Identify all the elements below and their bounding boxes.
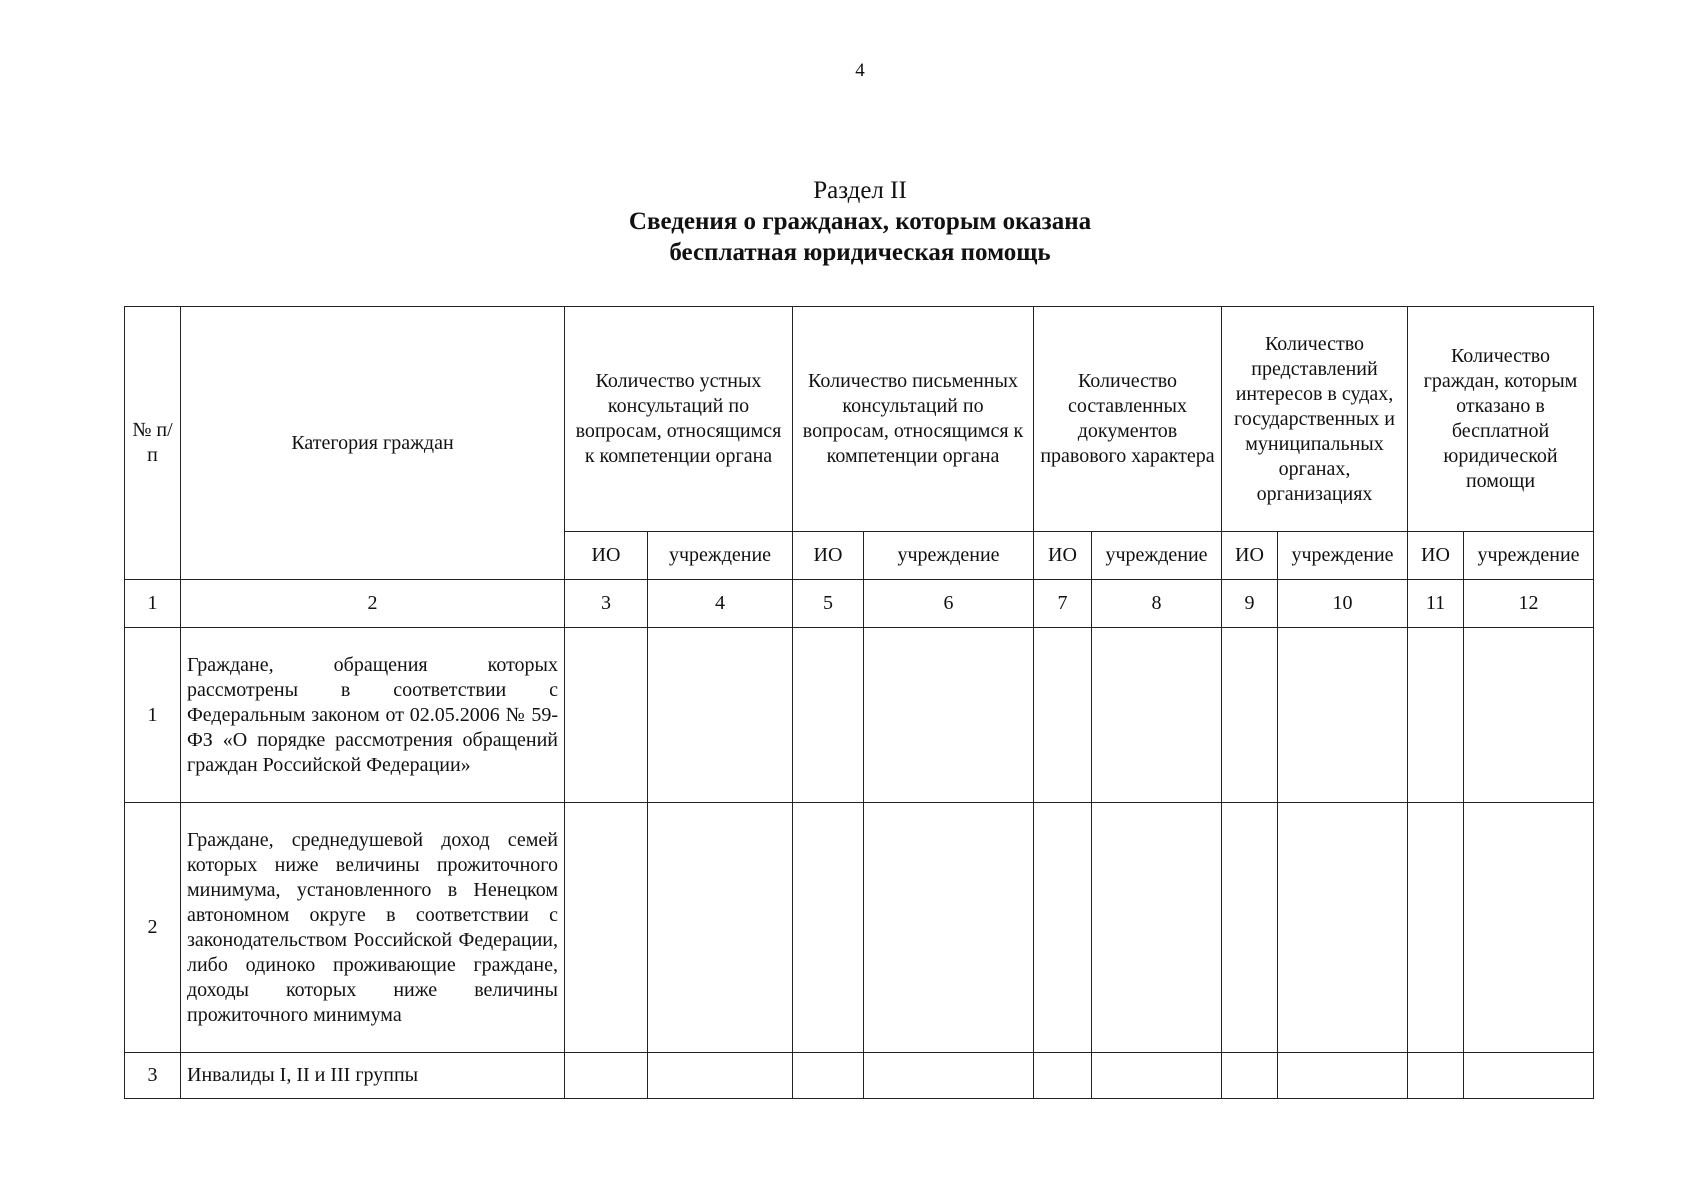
column-number: 2 bbox=[181, 580, 565, 628]
data-cell bbox=[1278, 628, 1408, 803]
row-category: Граждане, обращения которых рассмотрены в соответствии с Федеральным законом от 02.05.2006 № 59-ФЗ «О порядке рассмотрения обращений граждан Российской Федерации» bbox=[181, 628, 565, 803]
data-cell bbox=[1034, 803, 1092, 1053]
subheader-io: ИО bbox=[565, 532, 648, 580]
table-row bbox=[125, 1053, 1594, 1099]
data-cell bbox=[864, 1053, 1034, 1099]
section-title: Раздел II bbox=[813, 177, 907, 204]
data-cell bbox=[565, 628, 648, 803]
row-number: 1 bbox=[125, 628, 181, 803]
legal-aid-table bbox=[124, 306, 1594, 1099]
subheader-institution: учреждение bbox=[864, 532, 1034, 580]
data-cell bbox=[1222, 803, 1278, 1053]
header-written-consultations: Количество письменных консультаций по вопросам, относящимся к компетенции органа bbox=[793, 307, 1034, 532]
row-number: 3 bbox=[125, 1053, 181, 1099]
data-cell bbox=[1222, 1053, 1278, 1099]
data-cell bbox=[793, 1053, 864, 1099]
subheader-io: ИО bbox=[1408, 532, 1464, 580]
subheader-io: ИО bbox=[793, 532, 864, 580]
subheader-institution: учреждение bbox=[648, 532, 793, 580]
data-cell bbox=[793, 803, 864, 1053]
data-cell bbox=[1034, 628, 1092, 803]
header-refused-citizens: Количество граждан, которым отказано в бесплатной юридической помощи bbox=[1408, 307, 1594, 532]
header-legal-documents: Количество составленных документов правового характера bbox=[1034, 307, 1222, 532]
data-cell bbox=[565, 1053, 648, 1099]
column-number: 7 bbox=[1034, 580, 1092, 628]
data-cell bbox=[793, 628, 864, 803]
data-cell bbox=[864, 803, 1034, 1053]
document-title-line-2: бесплатная юридическая помощь bbox=[669, 239, 1051, 266]
header-court-representations: Количество представлений интересов в судах, государственных и муниципальных органах, организациях bbox=[1222, 307, 1408, 532]
data-cell bbox=[864, 628, 1034, 803]
data-cell bbox=[1278, 1053, 1408, 1099]
column-number: 8 bbox=[1092, 580, 1222, 628]
data-cell bbox=[1278, 803, 1408, 1053]
data-cell bbox=[1464, 803, 1594, 1053]
column-number: 10 bbox=[1278, 580, 1408, 628]
column-number: 1 bbox=[125, 580, 181, 628]
document-title-line-1: Сведения о гражданах, которым оказана bbox=[628, 208, 1092, 235]
page-number: 4 bbox=[855, 60, 865, 81]
data-cell bbox=[1408, 803, 1464, 1053]
column-number: 4 bbox=[648, 580, 793, 628]
column-number: 9 bbox=[1222, 580, 1278, 628]
data-cell bbox=[1034, 1053, 1092, 1099]
document-heading bbox=[0, 175, 1697, 268]
row-category: Инвалиды I, II и III группы bbox=[181, 1053, 565, 1099]
column-number: 12 bbox=[1464, 580, 1594, 628]
column-number: 3 bbox=[565, 580, 648, 628]
data-cell bbox=[1464, 628, 1594, 803]
data-cell bbox=[1408, 1053, 1464, 1099]
subheader-io: ИО bbox=[1222, 532, 1278, 580]
subheader-institution: учреждение bbox=[1092, 532, 1222, 580]
data-cell bbox=[565, 803, 648, 1053]
data-cell bbox=[648, 1053, 793, 1099]
header-category: Категория граждан bbox=[181, 307, 565, 580]
row-number: 2 bbox=[125, 803, 181, 1053]
data-cell bbox=[648, 628, 793, 803]
data-cell bbox=[1092, 1053, 1222, 1099]
column-number: 11 bbox=[1408, 580, 1464, 628]
data-cell bbox=[648, 803, 793, 1053]
subheader-institution: учреждение bbox=[1278, 532, 1408, 580]
table-row bbox=[125, 628, 1594, 803]
row-category: Граждане, среднедушевой доход семей которых ниже величины прожиточного минимума, установленного в Ненецком автономном округе в соответствии с законодательством Российской Федерации, либо одиноко проживающие граждане, доходы которых ниже величины прожиточного минимума bbox=[181, 803, 565, 1053]
data-cell bbox=[1222, 628, 1278, 803]
column-number: 6 bbox=[864, 580, 1034, 628]
subheader-io: ИО bbox=[1034, 532, 1092, 580]
subheader-institution: учреждение bbox=[1464, 532, 1594, 580]
header-num: № п/п bbox=[125, 307, 181, 580]
header-row-groups bbox=[125, 307, 1594, 532]
column-number: 5 bbox=[793, 580, 864, 628]
table-row bbox=[125, 803, 1594, 1053]
data-cell bbox=[1092, 803, 1222, 1053]
column-number-row bbox=[125, 580, 1594, 628]
data-cell bbox=[1408, 628, 1464, 803]
data-cell bbox=[1092, 628, 1222, 803]
header-oral-consultations: Количество устных консультаций по вопросам, относящимся к компетенции органа bbox=[565, 307, 793, 532]
data-cell bbox=[1464, 1053, 1594, 1099]
